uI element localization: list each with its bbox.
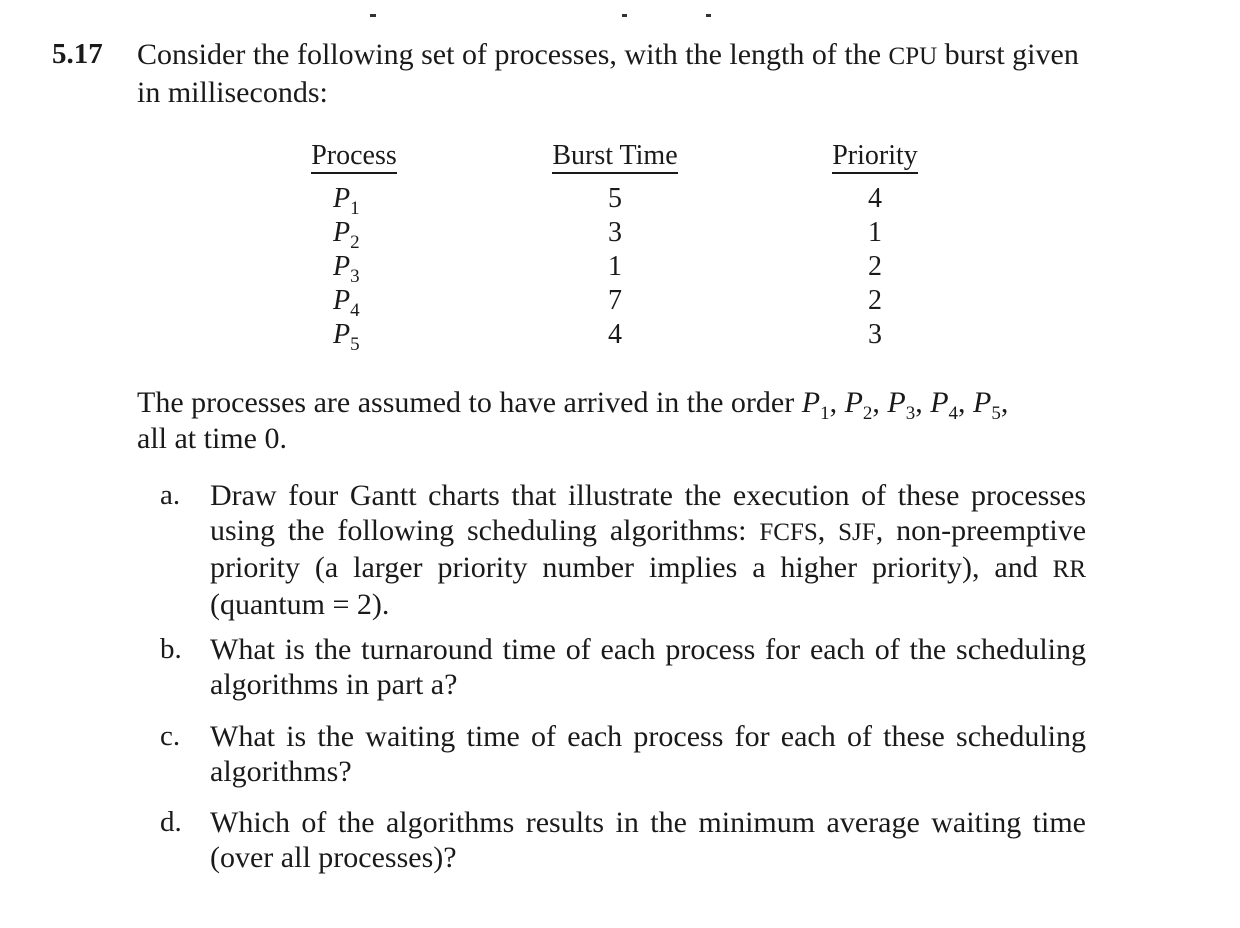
part-d-text: Which of the algorithms results in the minimum average waiting time (over all processes)? [210,806,1086,874]
priority-header: Priority [832,140,918,174]
process-cell: $P_1$ [333,183,360,219]
fcfs-term: FCFS [759,519,818,546]
rr-term: RR [1052,556,1086,583]
process-cell: $P_5$ [333,319,360,355]
burst-time-cell: 7 [608,285,622,316]
priority-cell: 4 [868,183,882,214]
sjf-term: SJF [838,519,876,546]
process-cell: $P_3$ [333,251,360,287]
process-header: Process [311,140,397,174]
part-b-label: b. [160,633,182,665]
process-cell: $P_4$ [333,285,360,321]
burst-time-cell: 5 [608,183,622,214]
priority-column [820,140,930,352]
burst-time-cell: 3 [608,217,622,248]
burst-time-header: Burst Time [552,140,677,174]
part-d-label: d. [160,806,182,838]
part-c-label: c. [160,720,181,752]
process-cell: $P_2$ [333,217,360,253]
part-a-label: a. [160,479,181,511]
priority-cell: 1 [868,217,882,248]
arrival-order-text: The processes are assumed to have arrived in the order $P_1$, $P_2$, $P_3$, $P_4$, $P_5$, all at time 0. [137,386,1009,455]
question-intro: Consider the following set of processes, with the length of the CPU burst given in milliseconds: [137,38,1079,109]
priority-cell: 2 [868,285,882,316]
priority-cell: 3 [868,319,882,350]
priority-cell: 2 [868,251,882,282]
cpu-term: CPU [888,43,938,70]
part-b-text: What is the turnaround time of each process for each of the scheduling algorithms in part a? [210,633,1086,701]
burst-time-column [540,140,690,352]
burst-time-cell: 4 [608,319,622,350]
burst-time-cell: 1 [608,251,622,282]
question-number: 5.17 [52,38,103,70]
part-c-text: What is the waiting time of each process for each of these scheduling algorithms? [210,720,1086,788]
part-a-text: Draw four Gantt charts that illustrate the execution of these processes using the following scheduling algorithms: FCFS, SJF, non-preemptive priority (a larger priority number implies a higher priority), and RR (quantum = 2). [210,479,1087,621]
process-column [303,140,405,355]
